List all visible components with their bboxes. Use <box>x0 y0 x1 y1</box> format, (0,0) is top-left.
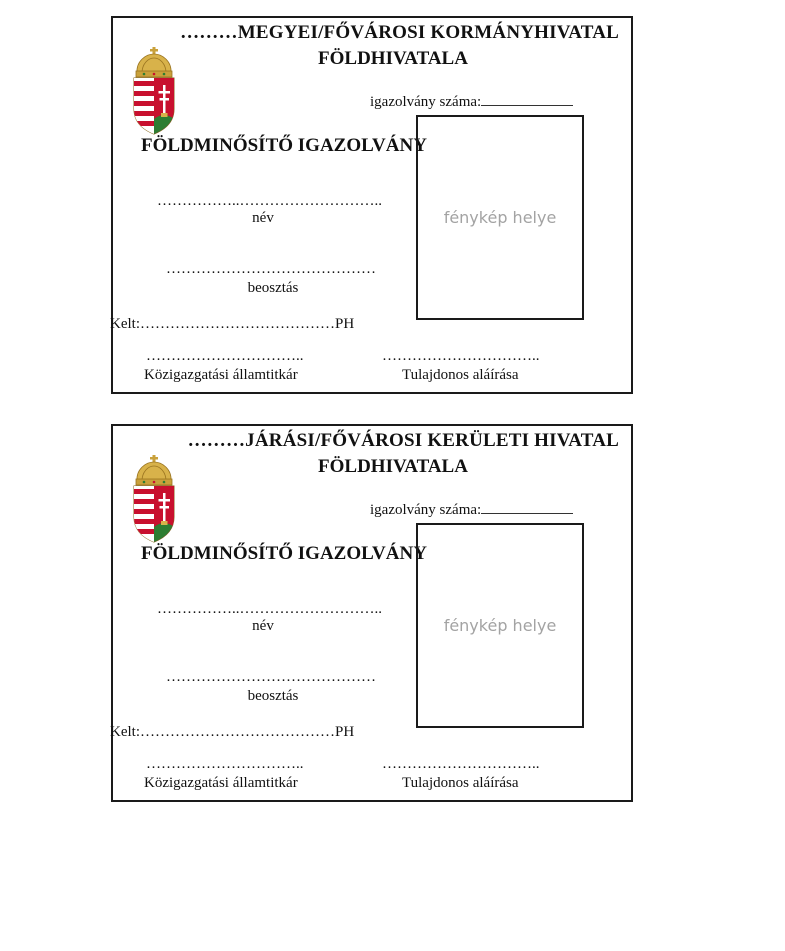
signature-owner-dotted-line: ………………………….. <box>382 756 540 772</box>
kelt-line: Kelt:…………………………………PH <box>110 316 355 332</box>
crown-icon <box>136 455 172 485</box>
office-title-line2: FÖLDHIVATALA <box>318 456 468 477</box>
id-number-line <box>481 501 573 514</box>
photo-box <box>416 115 584 320</box>
id-number-label: igazolvány száma: <box>370 94 482 110</box>
name-label: név <box>252 618 274 634</box>
name-label: név <box>252 210 274 226</box>
id-number-field <box>370 501 573 519</box>
signature-owner-label: Tulajdonos aláírása <box>402 775 519 791</box>
hungarian-coat-of-arms-icon <box>132 47 176 135</box>
photo-box <box>416 523 584 728</box>
signature-secretary-dotted-line: ………………………….. <box>146 756 304 772</box>
position-dotted-line: …………………………………… <box>166 669 376 685</box>
card-title: FÖLDMINŐSÍTŐ IGAZOLVÁNY <box>141 543 427 564</box>
hungarian-coat-of-arms-icon <box>132 455 176 543</box>
card-title: FÖLDMINŐSÍTŐ IGAZOLVÁNY <box>141 135 427 156</box>
name-dotted-line: ……………..……………………….. <box>157 601 382 617</box>
id-card-county <box>111 16 633 394</box>
id-number-field <box>370 93 573 111</box>
signature-secretary-label: Közigazgatási államtitkár <box>144 367 298 383</box>
office-title-line2: FÖLDHIVATALA <box>318 48 468 69</box>
position-label: beosztás <box>247 280 299 296</box>
id-card-district <box>111 424 633 802</box>
id-number-line <box>481 93 573 106</box>
office-title-line1: ………MEGYEI/FŐVÁROSI KORMÁNYHIVATAL <box>180 22 619 43</box>
position-label: beosztás <box>247 688 299 704</box>
kelt-line: Kelt:…………………………………PH <box>110 724 355 740</box>
photo-placeholder-text: fénykép helye <box>443 208 557 227</box>
photo-placeholder-text: fénykép helye <box>443 616 557 635</box>
id-number-label: igazolvány száma: <box>370 502 482 518</box>
signature-secretary-label: Közigazgatási államtitkár <box>144 775 298 791</box>
office-title-line1: ………JÁRÁSI/FŐVÁROSI KERÜLETI HIVATAL <box>187 430 619 451</box>
name-dotted-line: ……………..……………………….. <box>157 193 382 209</box>
crown-icon <box>136 47 172 77</box>
signature-owner-label: Tulajdonos aláírása <box>402 367 519 383</box>
signature-owner-dotted-line: ………………………….. <box>382 348 540 364</box>
position-dotted-line: …………………………………… <box>166 261 376 277</box>
signature-secretary-dotted-line: ………………………….. <box>146 348 304 364</box>
